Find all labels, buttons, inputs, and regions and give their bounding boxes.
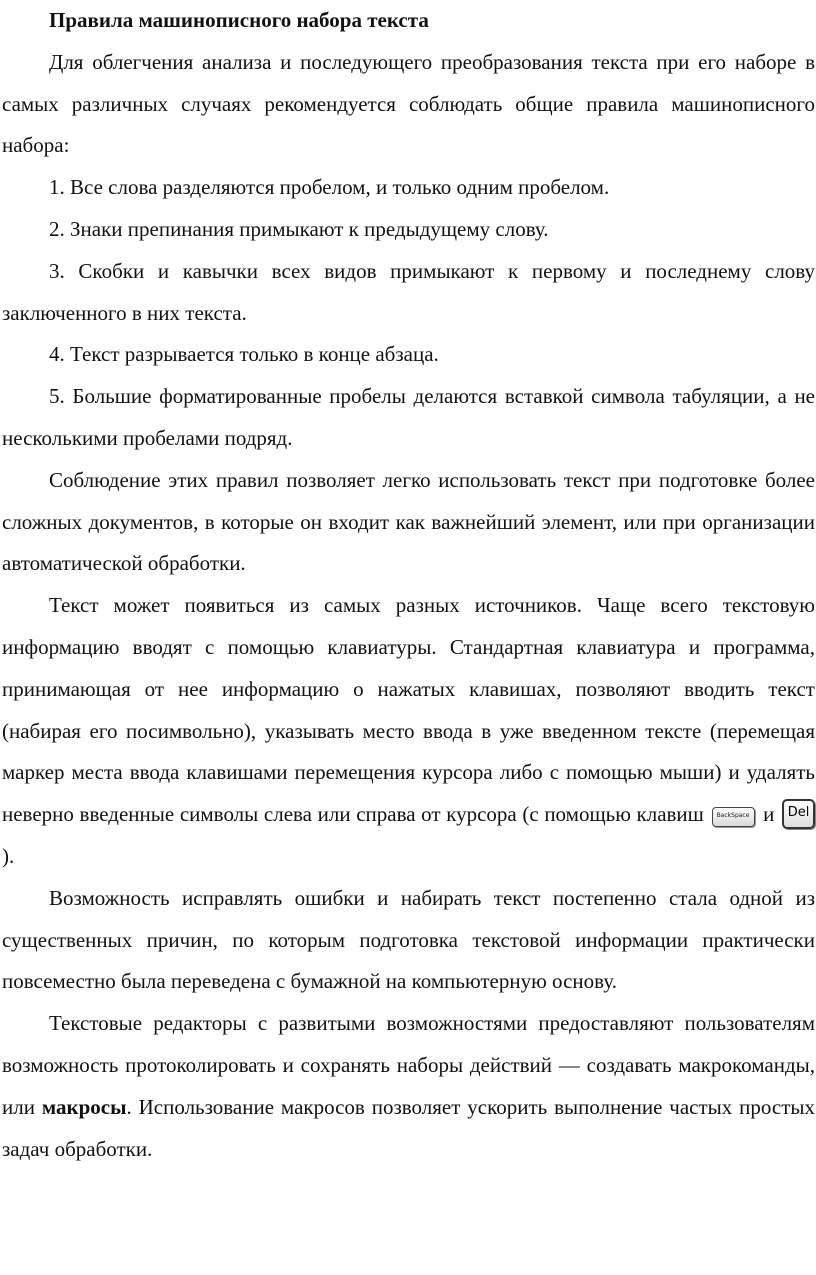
correction-paragraph: Возможность исправлять ошибки и набирать текст постепенно стала одной из существенных причин, по которым подготовка текстовой информации практически повсеместно была переведена с бумажной на компьютерную основу. xyxy=(2,885,815,994)
macros-text-before: Текстовые редакторы с развитыми возможностями предоставляют пользователям возможность протоколировать и сохранять наборы действий — создавать макрокоманды, или xyxy=(2,1011,815,1119)
rule-item-3: 3. Скобки и кавычки всех видов примыкают к первому и последнему слову заключенного в них текста. xyxy=(2,258,815,325)
macros-text-after: . Использование макросов позволяет ускорить выполнение частых простых задач обработки. xyxy=(2,1094,815,1161)
intro-paragraph: Для облегчения анализа и последующего преобразования текста при его наборе в самых различных случаях рекомендуется соблюдать общие правила машинописного набора: xyxy=(2,49,815,158)
and-word: и xyxy=(763,802,775,827)
rule-item-2: 2. Знаки препинания примыкают к предыдущему слову. xyxy=(49,216,549,241)
rule-item-5: 5. Большие форматированные пробелы делаются вставкой символа табуляции, а не несколькими пробелами подряд. xyxy=(2,384,815,450)
sources-text: Текст может появиться из самых разных источников. Чаще всего текстовую информацию вводят с помощью клавиатуры. Стандартная клавиатура и программа, принимающая от нее информацию о нажатых клавишах, позволяют вводить текст (набирая его посимвольно), указывать место ввода в уже введенном тексте (перемещая маркер места ввода клавишами перемещения курсора либо с помощью мыши) и удалять неверно введенные символы слева или справа от курсора (с помощью клавиш xyxy=(2,593,815,827)
del-key-icon: Del xyxy=(782,799,815,829)
compliance-paragraph: Соблюдение этих правил позволяет легко использовать текст при подготовке более сложных документов, в которые он входит как важнейший элемент, или при организации автоматической обработки. xyxy=(2,467,815,576)
backspace-key-icon: BackSpace xyxy=(712,807,755,827)
rule-item-4: 4. Текст разрывается только в конце абзаца. xyxy=(49,342,439,367)
macros-paragraph xyxy=(2,1003,815,1170)
sources-tail: ). xyxy=(2,843,15,868)
sources-paragraph xyxy=(2,585,815,878)
rule-item-1: 1. Все слова разделяются пробелом, и только одним пробелом. xyxy=(49,175,610,200)
macros-term: макросы xyxy=(41,1094,127,1119)
document-title: Правила машинописного набора текста xyxy=(49,8,429,32)
